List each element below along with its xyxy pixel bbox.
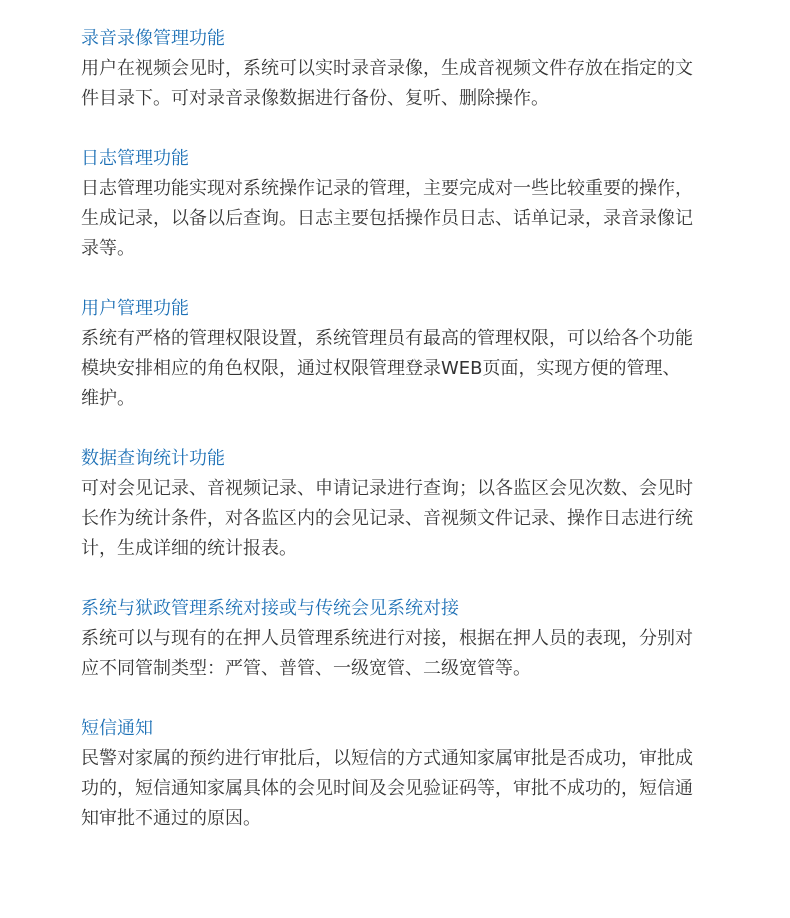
section-log-management	[81, 144, 696, 264]
section-data-query-statistics	[81, 444, 696, 564]
section-title: 录音录像管理功能	[81, 28, 225, 49]
section-body: 可对会见记录、音视频记录、申请记录进行查询；以各监区会见次数、会见时长作为统计条件，对各监区内的会见记录、音视频文件记录、操作日志进行统计，生成详细的统计报表。	[81, 478, 693, 559]
section-title: 短信通知	[81, 718, 153, 739]
feature-list	[81, 24, 696, 864]
section-body: 用户在视频会见时，系统可以实时录音录像，生成音视频文件存放在指定的文件目录下。可对录音录像数据进行备份、复听、删除操作。	[81, 58, 693, 109]
section-body: 系统可以与现有的在押人员管理系统进行对接，根据在押人员的表现，分别对应不同管制类型：严管、普管、一级宽管、二级宽管等。	[81, 628, 693, 679]
section-recording-management	[81, 24, 696, 114]
section-body: 民警对家属的预约进行审批后，以短信的方式通知家属审批是否成功，审批成功的，短信通知家属具体的会见时间及会见验证码等，审批不成功的，短信通知审批不通过的原因。	[81, 748, 693, 829]
section-title: 用户管理功能	[81, 298, 189, 319]
section-body: 系统有严格的管理权限设置，系统管理员有最高的管理权限，可以给各个功能模块安排相应的角色权限，通过权限管理登录WEB页面，实现方便的管理、维护。	[81, 328, 693, 409]
section-sms-notification	[81, 714, 696, 834]
section-body: 日志管理功能实现对系统操作记录的管理，主要完成对一些比较重要的操作，生成记录，以备以后查询。日志主要包括操作员日志、话单记录，录音录像记录等。	[81, 178, 693, 259]
section-title: 日志管理功能	[81, 148, 189, 169]
section-system-integration	[81, 594, 696, 684]
section-title: 数据查询统计功能	[81, 448, 225, 469]
section-user-management	[81, 294, 696, 414]
section-title: 系统与狱政管理系统对接或与传统会见系统对接	[81, 598, 459, 619]
